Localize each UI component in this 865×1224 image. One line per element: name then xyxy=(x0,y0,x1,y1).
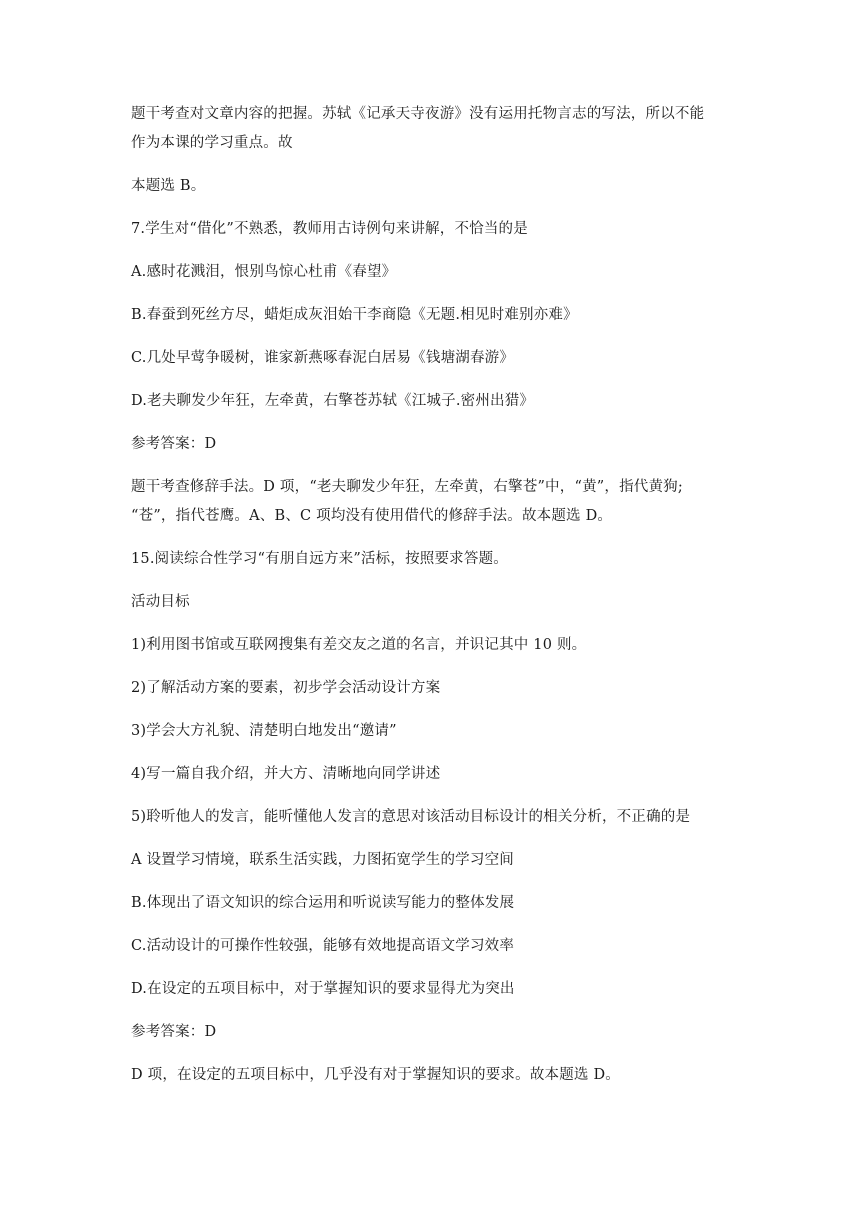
explanation-paragraph: 题干考查对文章内容的把握。苏轼《记承天寺夜游》没有运用托物言志的写法，所以不能 作为本课的学习重点。故 xyxy=(131,106,705,151)
answer-conclusion: 本题选 B。 xyxy=(131,178,206,194)
question-15-option-c: C.活动设计的可操作性较强，能够有效地提高语文学习效率 xyxy=(131,938,515,954)
question-7-option-d: D.老夫聊发少年狂，左牵黄，右擎苍苏轼《江城子.密州出猎》 xyxy=(131,393,535,409)
activity-goal-5: 5)聆听他人的发言，能听懂他人发言的意思对该活动目标设计的相关分析，不正确的是 xyxy=(131,809,691,825)
question-15-option-b: B.体现出了语文知识的综合运用和听说读写能力的整体发展 xyxy=(131,895,515,911)
question-15-option-d: D.在设定的五项目标中，对于掌握知识的要求显得尤为突出 xyxy=(131,981,515,997)
document-page xyxy=(131,100,741,1090)
activity-goal-4: 4)写一篇自我介绍，并大方、清晰地向同学讲述 xyxy=(131,766,441,782)
question-15-answer: 参考答案：D xyxy=(131,1024,217,1040)
question-7-option-b: B.春蚕到死丝方尽，蜡炬成灰泪始干李商隐《无题.相见时难别亦难》 xyxy=(131,307,578,323)
activity-goal-3: 3)学会大方礼貌、清楚明白地发出“邀请” xyxy=(131,723,397,739)
question-7-answer: 参考答案：D xyxy=(131,436,217,452)
question-7-explanation: 题干考查修辞手法。D 项，“老夫聊发少年狂，左牵黄，右擎苍”中，“黄”，指代黄狗; “苍”，指代苍鹰。A、B、C 项均没有使用借代的修辞手法。故本题选 D。 xyxy=(131,479,683,524)
question-7-option-a: A.感时花溅泪，恨别鸟惊心杜甫《春望》 xyxy=(131,264,397,280)
question-7-option-c: C.几处早莺争暖树，谁家新燕啄春泥白居易《钱塘湖春游》 xyxy=(131,350,515,366)
question-15-option-a: A 设置学习情境，联系生活实践，力图拓宽学生的学习空间 xyxy=(131,852,514,868)
activity-goal-1: 1)利用图书馆或互联网搜集有差交友之道的名言，并识记其中 10 则。 xyxy=(131,637,587,653)
question-15-explanation: D 项，在设定的五项目标中，几乎没有对于掌握知识的要求。故本题选 D。 xyxy=(131,1067,620,1083)
question-7-stem: 7.学生对“借化”不熟悉，教师用古诗例句来讲解，不恰当的是 xyxy=(131,221,528,237)
activity-goals-heading: 活动目标 xyxy=(131,594,190,610)
activity-goal-2: 2)了解活动方案的要素，初步学会活动设计方案 xyxy=(131,680,441,696)
question-15-stem: 15.阅读综合性学习“有朋自远方来”活标，按照要求答题。 xyxy=(131,551,508,567)
